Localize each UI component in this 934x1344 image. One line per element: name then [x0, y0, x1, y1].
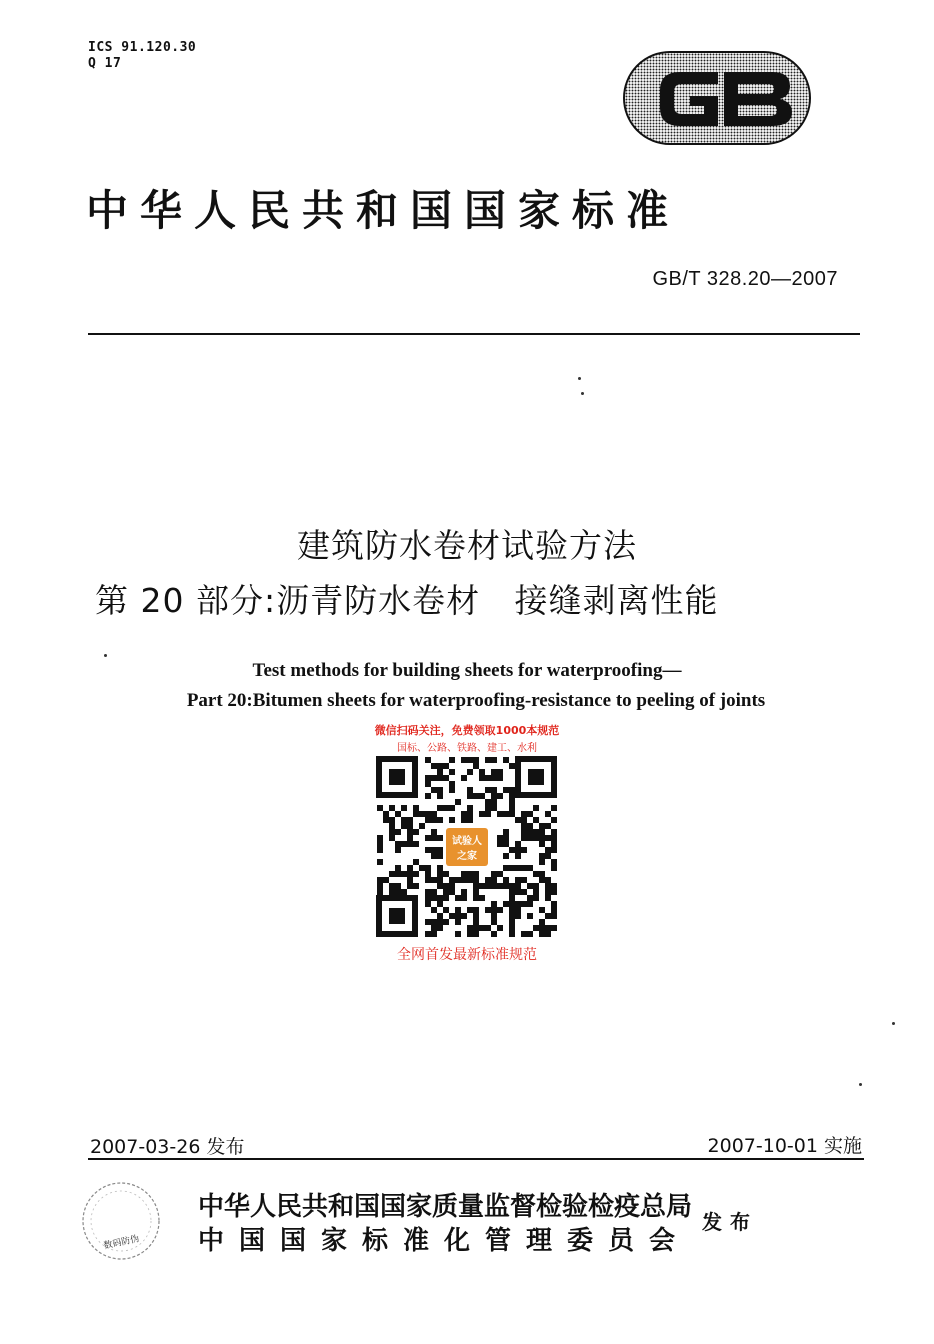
en-title-line2: Part 20:Bitumen sheets for waterproofing-resistance to peeling of joints — [186, 690, 766, 711]
en-title-line1: Test methods for building sheets for waterproofing— — [252, 660, 682, 681]
issue-date: 2007-03-26 发布 — [90, 1136, 245, 1158]
qr-center-label-top: 试验人 — [452, 836, 482, 847]
publish-label: 发布 — [702, 1210, 758, 1234]
scan-speck — [892, 1022, 895, 1025]
national-standard-title: 中华人民共和国国家标准 — [86, 186, 681, 235]
promo-text-sub: 国标、公路、铁路、建工、水利 — [397, 743, 537, 754]
bottom-divider — [88, 1158, 864, 1160]
svg-text:数码防伪: 数码防伪 — [102, 1234, 141, 1252]
promo-text-bottom: 全网首发最新标准规范 — [397, 947, 537, 963]
scan-speck — [859, 1083, 862, 1086]
scan-speck — [104, 654, 107, 657]
standard-number: GB/T 328.20—2007 — [652, 268, 838, 290]
qr-center-label-bottom: 之家 — [457, 851, 477, 862]
gb-logo — [622, 50, 812, 146]
implementation-date: 2007-10-01 实施 — [707, 1135, 862, 1157]
issuer-sac: 中国国家标准化管理委员会 — [198, 1226, 691, 1256]
qr-code[interactable] — [375, 755, 558, 938]
top-divider — [88, 333, 860, 335]
scan-speck — [581, 392, 584, 395]
cn-title-line1: 建筑防水卷材试验方法 — [297, 526, 637, 565]
classification-codes — [88, 40, 196, 72]
scan-speck — [578, 377, 581, 380]
anti-counterfeit-stamp — [80, 1180, 162, 1262]
cn-title-line2: 第 20 部分:沥青防水卷材 接缝剥离性能 — [95, 581, 719, 620]
issuer-aqsiq: 中华人民共和国国家质量监督检验检疫总局 — [198, 1192, 693, 1222]
ics-code: ICS 91.120.30 — [88, 40, 197, 55]
ccs-code: Q 17 — [88, 56, 122, 71]
promo-text-top: 微信扫码关注，免费领取1000本规范 — [374, 724, 560, 737]
